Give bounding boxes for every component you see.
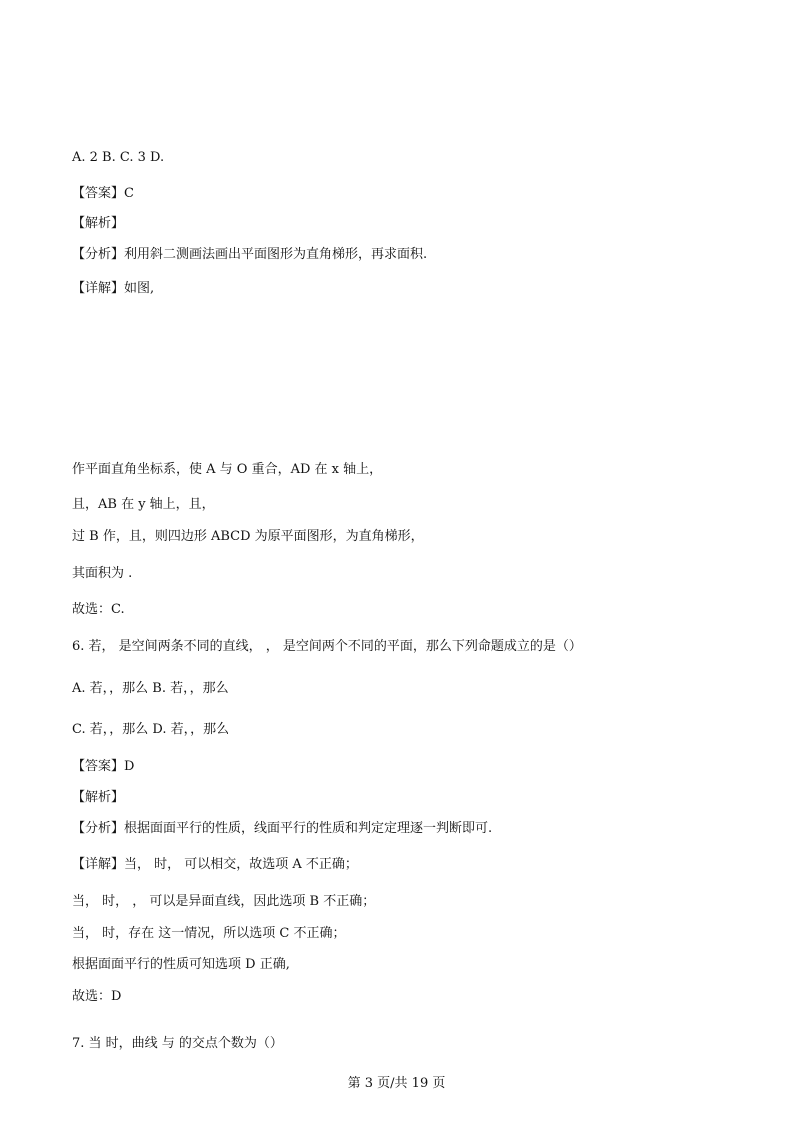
detail-step-3: 过 B 作，且，则四边形 ABCD 为原平面图形，为直角梯形，	[72, 529, 424, 544]
detail-6-d: 根据面面平行的性质可知选项 D 正确,	[72, 957, 290, 972]
page-number: 第 3 页/共 19 页	[347, 1076, 446, 1091]
figure-placeholder	[72, 315, 672, 445]
conclusion-6: 故选：D	[72, 989, 122, 1004]
detail-6-c: 当， 时，存在 这一情况，所以选项 C 不正确；	[72, 926, 346, 941]
options-6-cd: C. 若，，那么 D. 若，，那么	[72, 722, 230, 737]
detail-step-1: 作平面直角坐标系，使 A 与 O 重合，AD 在 x 轴上，	[72, 462, 383, 477]
detail-step-4: 其面积为 .	[72, 566, 133, 581]
question-7: 7. 当 时，曲线 与 的交点个数为（）	[72, 1036, 283, 1051]
analysis-summary-5: 【分析】利用斜二测画法画出平面图形为直角梯形，再求面积.	[72, 247, 428, 262]
detail-6-b: 当， 时， ， 可以是异面直线，因此选项 B 不正确；	[72, 894, 376, 909]
answer-label-6: 【答案】D	[72, 759, 135, 774]
option-line-5: A. 2 B. C. 3 D.	[72, 150, 165, 165]
detail-6-a: 【详解】当， 时， 可以相交，故选项 A 不正确；	[72, 857, 358, 872]
analysis-label-5: 【解析】	[72, 216, 125, 231]
detail-step-2: 且，AB 在 y 轴上，且，	[72, 497, 215, 512]
detail-intro-5: 【详解】如图,	[72, 281, 155, 296]
analysis-summary-6: 【分析】根据面面平行的性质，线面平行的性质和判定定理逐一判断即可.	[72, 821, 493, 836]
options-6-ab: A. 若，，那么 B. 若，，那么	[72, 681, 229, 696]
conclusion-5: 故选：C.	[72, 602, 125, 617]
question-6: 6. 若， 是空间两条不同的直线， ， 是空间两个不同的平面，那么下列命题成立的是（）	[72, 639, 582, 654]
analysis-label-6: 【解析】	[72, 790, 125, 805]
answer-label-5: 【答案】C	[72, 186, 134, 201]
